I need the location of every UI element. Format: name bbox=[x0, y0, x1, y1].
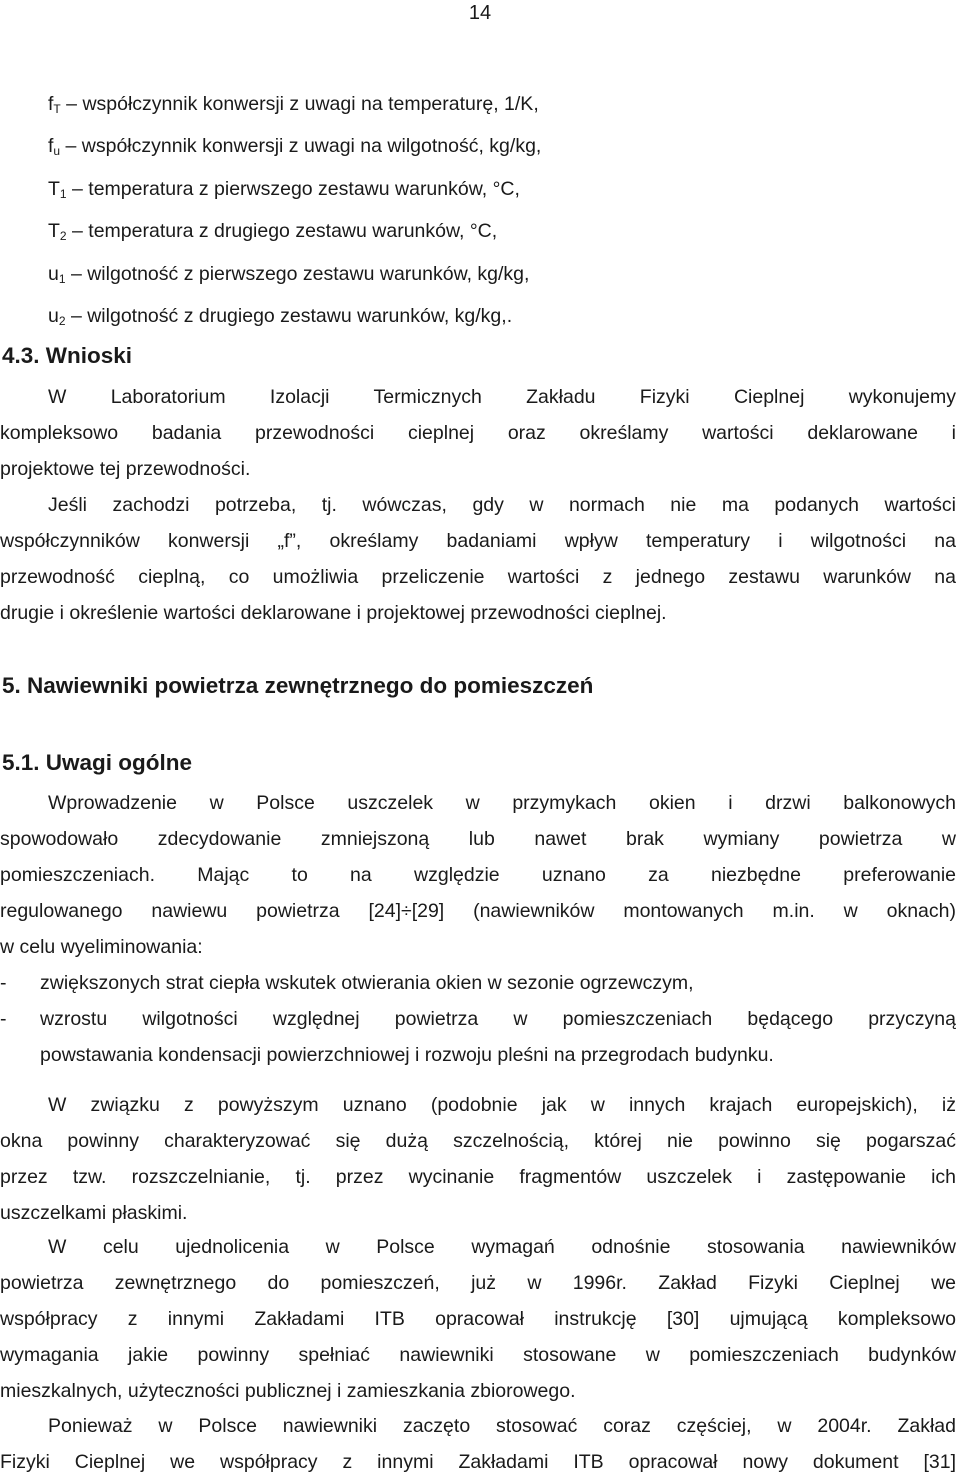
text-line: spowodowało zdecydowanie zmniejszoną lub nawet brak wymiany powietrza w bbox=[0, 828, 956, 850]
paragraph-general-1 bbox=[0, 785, 956, 965]
text-line: pomieszczeniach. Mając to na względzie uznano za niezbędne preferowanie bbox=[0, 864, 956, 886]
list-dash: - bbox=[0, 972, 7, 994]
text-line: kompleksowo badania przewodności cieplnej oraz określamy wartości deklarowane i bbox=[0, 422, 956, 444]
paragraph-general-3 bbox=[0, 1229, 956, 1409]
text-line: projektowe tej przewodności. bbox=[0, 458, 251, 480]
symbol: u bbox=[48, 262, 59, 285]
text-line: W związku z powyższym uznano (podobnie jak w innych krajach europejskich), iż bbox=[48, 1094, 956, 1116]
symbol-subscript: 2 bbox=[58, 314, 66, 329]
symbol-subscript: T bbox=[53, 102, 61, 116]
page-number: 14 bbox=[468, 2, 492, 24]
paragraph-general-4 bbox=[0, 1408, 956, 1480]
list-item bbox=[0, 965, 956, 1001]
definition-text: – współczynnik konwersji z uwagi na wilgotność, kg/kg, bbox=[60, 135, 542, 158]
symbol: f bbox=[48, 135, 54, 158]
symbol-subscript: u bbox=[53, 144, 61, 159]
text-line: przez tzw. rozszczelnianie, tj. przez wycinanie fragmentów uszczelek i zastępowanie ich bbox=[0, 1166, 956, 1188]
text-line: współczynników konwersji „f”, określamy badaniami wpływ temperatury i wilgotności na bbox=[0, 530, 956, 552]
symbol-definitions bbox=[48, 86, 541, 340]
section-heading-5-1: 5.1. Uwagi ogólne bbox=[2, 750, 193, 775]
text-line: Jeśli zachodzi potrzeba, tj. wówczas, gdy w normach nie ma podanych wartości bbox=[48, 494, 956, 516]
text-line: wymagania jakie powinny spełniać nawiewniki stosowane w pomieszczeniach budynków bbox=[0, 1344, 956, 1366]
definition-text: – temperatura z drugiego zestawu warunków, °C, bbox=[66, 220, 498, 243]
symbol-subscript: 1 bbox=[59, 186, 67, 201]
text-line: powstawania kondensacji powierzchniowej i rozwoju pleśni na przegrodach budynku. bbox=[40, 1044, 774, 1066]
definition-text: – współczynnik konwersji z uwagi na temperaturę, 1/K, bbox=[60, 93, 539, 115]
text-line: współpracy z innymi Zakładami ITB opracował instrukcję [30] ujmującą kompleksowo bbox=[0, 1308, 956, 1330]
text-line: regulowanego nawiewu powietrza [24]÷[29] (nawiewników montowanych m.in. w oknach) bbox=[0, 900, 956, 922]
text-line: Fizyki Cieplnej we współpracy z innymi Zakładami ITB opracował nowy dokument [31] bbox=[0, 1451, 956, 1473]
text-line: W Laboratorium Izolacji Termicznych Zakładu Fizyki Cieplnej wykonujemy bbox=[48, 386, 956, 408]
bullet-list bbox=[0, 965, 956, 1073]
definition-row bbox=[48, 256, 541, 298]
symbol: f bbox=[48, 93, 54, 115]
definition-text: – temperatura z pierwszego zestawu warunków, °C, bbox=[66, 177, 520, 200]
text-line: drugie i określenie wartości deklarowane i projektowej przewodności cieplnej. bbox=[0, 602, 667, 624]
symbol: T bbox=[48, 177, 60, 200]
section-heading-5: 5. Nawiewniki powietrza zewnętrznego do pomieszczeń bbox=[2, 673, 594, 698]
symbol: u bbox=[48, 305, 59, 328]
text-line: zwiększonych strat ciepła wskutek otwierania okien w sezonie ogrzewczym, bbox=[40, 972, 694, 994]
paragraph-conclusions-1 bbox=[0, 379, 956, 487]
definition-row bbox=[48, 213, 541, 255]
text-line: uszczelkami płaskimi. bbox=[0, 1202, 188, 1224]
text-line: wzrostu wilgotności względnej powietrza w pomieszczeniach będącego przyczyną bbox=[40, 1008, 956, 1030]
list-dash: - bbox=[0, 1008, 7, 1030]
list-item-body bbox=[0, 1001, 956, 1073]
paragraph-general-2 bbox=[0, 1087, 956, 1231]
symbol: T bbox=[48, 220, 60, 243]
list-item bbox=[0, 1001, 956, 1073]
text-line: powietrza zewnętrznego do pomieszczeń, już w 1996r. Zakład Fizyki Cieplnej we bbox=[0, 1272, 956, 1294]
section-heading-4-3: 4.3. Wnioski bbox=[2, 343, 133, 368]
symbol-subscript: 1 bbox=[58, 271, 66, 286]
text-line: W celu ujednolicenia w Polsce wymagań odnośnie stosowania nawiewników bbox=[48, 1236, 956, 1258]
text-line: w celu wyeliminowania: bbox=[0, 936, 203, 958]
paragraph-conclusions-2 bbox=[0, 487, 956, 631]
definition-text: – wilgotność z pierwszego zestawu warunków, kg/kg, bbox=[65, 262, 530, 285]
definition-text: – wilgotność z drugiego zestawu warunków, kg/kg,. bbox=[65, 305, 513, 328]
definition-row bbox=[48, 298, 541, 340]
definition-row bbox=[48, 128, 541, 170]
text-line: Ponieważ w Polsce nawiewniki zaczęto stosować coraz częściej, w 2004r. Zakład bbox=[48, 1415, 956, 1437]
definition-row bbox=[48, 171, 541, 213]
text-line: okna powinny charakteryzować się dużą szczelnością, której nie powinno się pogarszać bbox=[0, 1130, 956, 1152]
text-line: Wprowadzenie w Polsce uszczelek w przymykach okien i drzwi balkonowych bbox=[48, 792, 956, 814]
text-line: przewodność cieplną, co umożliwia przeliczenie wartości z jednego zestawu warunków na bbox=[0, 566, 956, 588]
definition-row bbox=[48, 86, 541, 128]
text-line: mieszkalnych, użyteczności publicznej i zamieszkania zbiorowego. bbox=[0, 1380, 576, 1402]
symbol-subscript: 2 bbox=[59, 229, 67, 244]
